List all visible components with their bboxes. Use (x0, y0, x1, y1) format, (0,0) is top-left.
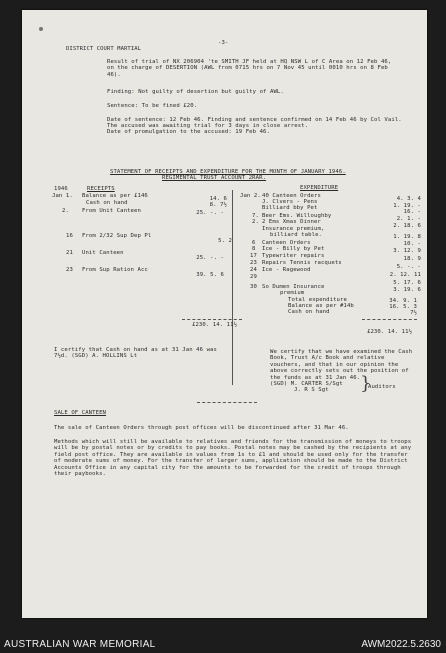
receipts-heading: RECEIPTS (87, 186, 115, 192)
year-label: 1946 (54, 186, 68, 192)
sentence-date-text: Date of sentence: 12 Feb 46. Finding and sentence confirmed on 14 Feb 46 by Col Vail. (107, 117, 402, 123)
auditor-signature: (SGD) M. CARTER S/Sgt (270, 381, 343, 387)
audit-certification: We certify that we have examined the Cash Book, Trust A/c Book and relative vouchers, and that in our opinion the above correctly sets out the position of the funds as at 31 Jan 46. (270, 349, 413, 381)
sale-paragraph-1: The sale of Canteen Orders through post offices will be discontinued after 31 Mar 46. (54, 425, 349, 431)
total-divider (362, 319, 417, 320)
document-page: -3- DISTRICT COURT MARTIAL Result of trial of NX 206904 'te SMITH JF held at HQ NSW L of C Area on 12 Feb 46, on the charge of DESERTION (AWL from 0715 hrs on 7 Nov 45 until 0010 hrs on 8 Feb 46). Finding: Not guilty of desertion but guilty of AWL. Sentence: To be fined £20. Date of sentence: 12 Feb 46. Finding and sentence confirmed on 14 Feb 46 by Col Vail. The accused was awaiting trial for 3 days in close arrest. Date of promulgation to the accused: 19 Feb 46. STATEMENT OF RECEIPTS AND EXPENDITURE FOR THE MONTH OF JANUARY 1946. REGIMENTAL TRUST ACCOUNT 2RAR. 1946 RECEIPTS EXPENDITURE Jan 1. Balance as per £146 14. 6 Cash on hand 8. 7½ 2. From Unit Canteen 25. -. - 16 From 2/32 Sup Dep Pl 5. 2 21 Unit Canteen 25. -. - 23 From Sup Ration Acc 39. 5. 6 Jan 2. 40 Canteen Orders 4. 3. 4 J. Clvers - Pens 1. 19. - Billiard bby Pet 16. - 7. Beer Ems. Willoughby 2. 1. - 2. 2 Ems Xmas Dinner 2. 18. 6 Insurance premium, billiard table. 1. 19. 8 6 Canteen Orders 10. - 8 Ice - Billy by Pet 3. 12. 9 17 Typewriter repairs 18. 9 23 Repairs Tennis racquets 5. -. - 24 Ice - Ragewood 2. 12. 11 29 5. 17. 6 30 So Dumen Insurance 3. 19. 6 premium Total expenditure 34. 9. 1 Balance as per #14b 16. 5. 3 Cash on hand 7½ £230. 14. 11½ £230. 14. 11½ I certify that Cash on hand as at 31 Jan 46 was 7½d. (SGD) A. HOLLINS Lt We certify that we have examined the Cash Book, Trust A/c Book and relative vouchers, and that in our opinion the above correctly sets out the position of the funds as at 31 Jan 46. (SGD) M. CARTER S/Sgt J. R S Sgt } Auditors SALE OF CANTEEN The sale of Canteen Orders through post offices will be discontinued after 31 Mar 46. Methods which will still be available to relatives and friends for the transmission of moneys to troops will be by postal notes or by credits to pay books. Postal notes may be cashed by the recipients at any field post office. They are available in values from 1s to £1 and should be used only for the transfer of moderate sums of money. For the transfer of larger sums, application should be made to the District Accounts Office in any capital city for the amounts to be forwarded for the credit of troops through their paybooks. (22, 10, 427, 618)
sale-paragraph-2: Methods which will still be available to relatives and friends for the transmission of moneys to troops will be by postal notes or by credits to pay books. Postal notes may be cashed by the recipients at any field post office. They are available in values from 1s to £1 and should be used only for the transfer of moderate sums of money. For the transfer of larger sums, application should be made to the District Accounts Office in any capital city for the amounts to be forwarded for the credit of troops through their paybooks. (54, 439, 412, 478)
archive-reference: AWM2022.5.2630 (361, 639, 441, 650)
auditors-label: Auditors (368, 384, 396, 390)
promulgation-text: Date of promulgation to the accused: 19 Feb 46. (107, 129, 270, 135)
page-number: -3- (218, 40, 229, 46)
expenditure-total: £230. 14. 11½ (367, 329, 413, 335)
section-title: DISTRICT COURT MARTIAL (66, 46, 142, 52)
section-divider (197, 402, 257, 403)
finding-text: Finding: Not guilty of desertion but guilty of AWL. (107, 89, 284, 95)
punch-hole (39, 27, 43, 31)
sentence-text: Sentence: To be fined £20. (107, 103, 198, 109)
cash-certification: I certify that Cash on hand as at 31 Jan 46 was 7½d. (SGD) A. HOLLINS Lt (54, 347, 217, 360)
statement-subtitle: REGIMENTAL TRUST ACCOUNT 2RAR. (162, 175, 267, 181)
result-paragraph: Result of trial of NX 206904 'te SMITH JF held at HQ NSW L of C Area on 12 Feb 46, on the charge of DESERTION (AWL from 0715 hrs on 7 Nov 45 until 0010 hrs on 8 Feb 46). (107, 59, 392, 78)
total-divider (182, 319, 242, 320)
receipts-total: £230. 14. 11½ (192, 322, 238, 328)
awaiting-text: The accused was awaiting trial for 3 days in close arrest. (107, 123, 309, 129)
expenditure-heading: EXPENDITURE (300, 185, 339, 191)
archive-footer (0, 636, 446, 653)
sale-heading: SALE OF CANTEEN (54, 410, 107, 416)
auditor-signature: J. R S Sgt (294, 387, 329, 393)
statement-title: STATEMENT OF RECEIPTS AND EXPENDITURE FOR THE MONTH OF JANUARY 1946. (110, 169, 346, 175)
auditors-brace: } (360, 373, 372, 394)
archive-name: AUSTRALIAN WAR MEMORIAL (4, 639, 156, 650)
